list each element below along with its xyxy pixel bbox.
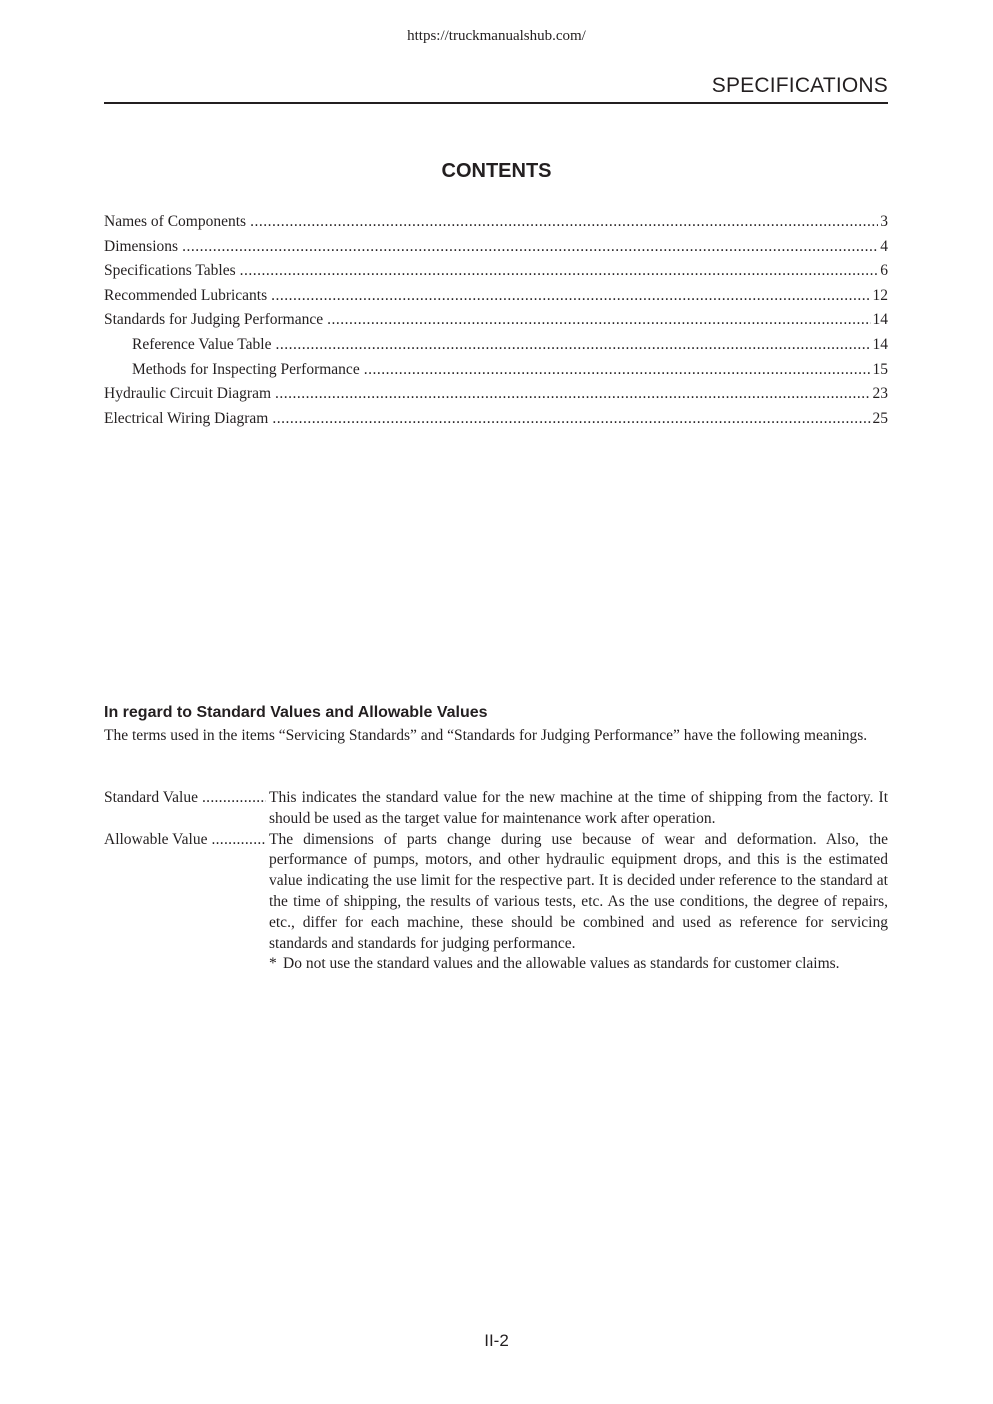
toc-entry-recommended-lubricants[interactable] [104,286,888,311]
definition-leader-dots [211,830,266,851]
toc-page-number: 3 [880,213,888,230]
toc-entry-methods-for-inspecting-performance[interactable] [104,360,888,385]
toc-page-number: 4 [880,237,888,255]
definition-leader-dots [202,788,266,809]
toc-entry-names-of-components[interactable] [104,212,888,237]
toc-page-number: 25 [872,409,888,427]
contents-title: CONTENTS [441,160,552,182]
toc-leader-dots [271,286,870,306]
definition-term [104,788,269,830]
definition-term-label: Standard Value [104,789,198,806]
toc-page-number: 12 [872,286,888,304]
note-asterisk: * [269,955,277,973]
toc-label: Methods for Inspecting Performance [132,360,360,378]
toc-page-number: 15 [872,360,888,378]
toc-leader-dots [272,409,870,429]
toc-label: Specifications Tables [104,262,236,280]
definition-allowable-value [104,830,888,955]
toc-entry-electrical-wiring-diagram[interactable] [104,409,888,434]
toc-page-number: 14 [872,311,888,329]
toc-label: Dimensions [104,237,179,255]
toc-label: Standards for Judging Performance [104,311,324,329]
toc-entry-hydraulic-circuit-diagram[interactable] [104,384,888,409]
toc-leader-dots [275,384,870,404]
toc-leader-dots [182,237,878,257]
toc-page-number: 14 [872,335,888,353]
definition-note [269,954,888,975]
table-of-contents [104,212,888,433]
toc-leader-dots [327,310,870,330]
definition-text: The dimensions of parts change during use because of wear and deformation. Also, the performance of pumps, motors, and other hydraulic equipment drops, and this is the estimated value indicating the use limit for the respective part. It is decided under reference to the standard at the time of shipping, the results of various tests, etc. As the use conditions, the degree of repairs, etc., differ for each machine, these should be combined and used as reference for servicing standards and standards for judging performance. [269,830,888,952]
toc-entry-dimensions[interactable] [104,237,888,262]
toc-label: Reference Value Table [132,335,272,353]
definitions-list [104,788,888,975]
toc-label: Recommended Lubricants [104,286,268,304]
page-number: II-2 [484,1331,509,1350]
definition-term [104,830,269,955]
toc-page-number: 23 [872,385,888,403]
toc-leader-dots [276,335,871,355]
definition-standard-value [104,788,888,830]
toc-entry-specifications-tables[interactable] [104,261,888,286]
toc-leader-dots [240,261,879,281]
toc-leader-dots [250,212,878,232]
definition-text: This indicates the standard value for the new machine at the time of shipping from the factory. It should be used as the target value for maintenance work after operation. [269,789,888,827]
section-header: SPECIFICATIONS [711,74,888,97]
toc-page-number: 6 [880,262,888,280]
regard-heading: In regard to Standard Values and Allowable Values [104,704,488,721]
toc-entry-reference-value-table[interactable] [104,335,888,360]
toc-label: Hydraulic Circuit Diagram [104,385,272,403]
toc-leader-dots [364,360,871,380]
toc-entry-standards-for-judging-performance[interactable] [104,310,888,335]
toc-label: Names of Components [104,213,247,230]
header-rule [104,102,888,104]
regard-intro: The terms used in the items “Servicing Standards” and “Standards for Judging Performance” have the following meanings. [104,727,868,744]
definition-term-label: Allowable Value [104,830,208,848]
toc-label: Electrical Wiring Diagram [104,409,269,427]
source-url: https://truckmanualshub.com/ [407,28,586,44]
note-text: Do not use the standard values and the allowable values as standards for customer claims. [283,955,840,973]
